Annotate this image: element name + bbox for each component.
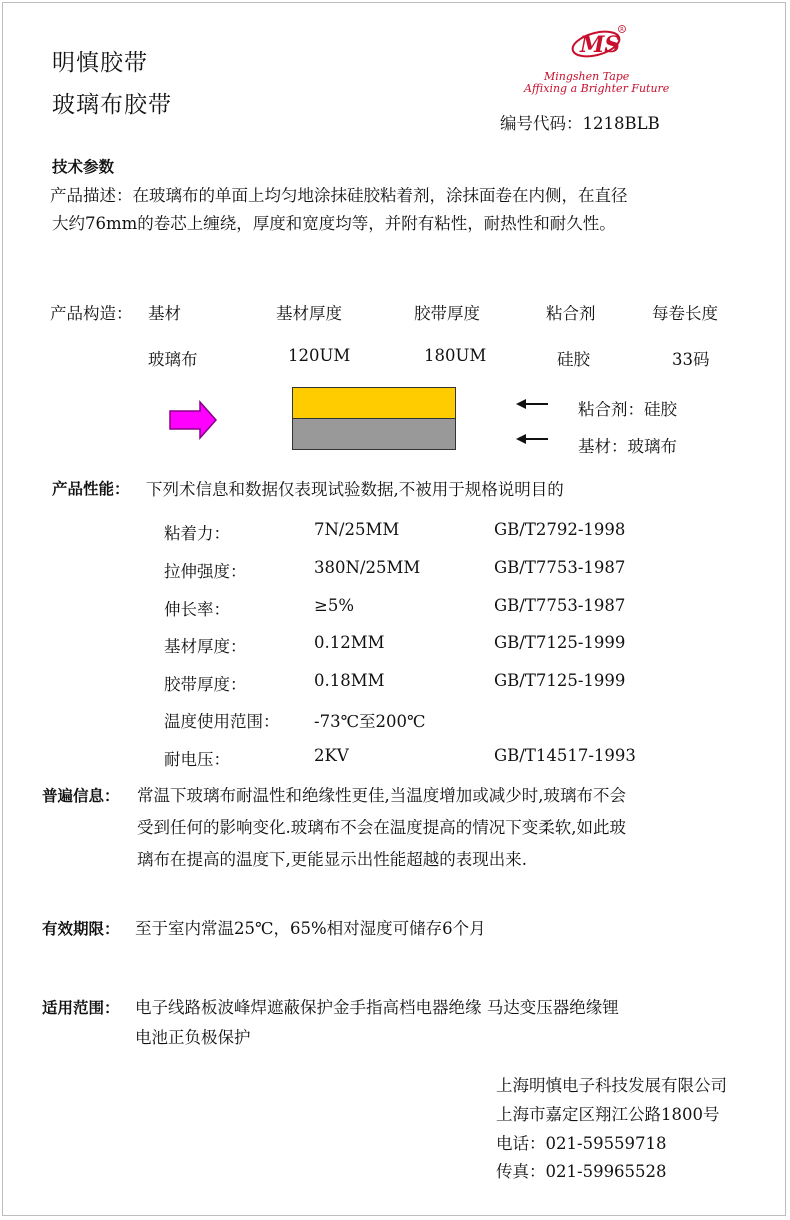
structure-header: 每卷长度 <box>652 304 718 323</box>
perf-name: 耐电压： <box>164 750 230 769</box>
company-address: 上海市嘉定区翔江公路1800号 <box>496 1105 720 1124</box>
validity-text: 至于室内常温25℃，65%相对湿度可储存6个月 <box>135 919 486 938</box>
structure-label: 产品构造： <box>50 304 133 323</box>
title-line2: 玻璃布胶带 <box>52 92 172 118</box>
general-line3: 璃布在提高的温度下,更能显示出性能超越的表现出来. <box>137 850 527 869</box>
usage-label: 适用范围： <box>42 999 120 1017</box>
general-label: 普遍信息： <box>42 787 120 805</box>
adhesive-layer <box>292 387 456 420</box>
company-logo <box>520 20 670 100</box>
perf-value: 380N/25MM <box>314 558 421 577</box>
tech-heading: 技术参数 <box>52 158 115 176</box>
general-line2: 受到任何的影响变化.玻璃布不会在温度提高的情况下变柔软,如此玻 <box>137 818 626 837</box>
structure-value: 180UM <box>424 346 487 365</box>
logo-letters: MS <box>580 32 621 58</box>
company-name: 上海明慎电子科技发展有限公司 <box>496 1076 727 1095</box>
arrow-left-head <box>516 434 526 444</box>
perf-name: 胶带厚度： <box>164 675 247 694</box>
performance-note: 下列术信息和数据仅表现试验数据,不被用于规格说明目的 <box>146 480 564 499</box>
logo-brand: Mingshen Tape <box>544 70 630 83</box>
perf-value: ≥5% <box>314 596 355 615</box>
performance-label: 产品性能： <box>52 480 130 498</box>
adhesive-label: 粘合剂：硅胶 <box>578 400 677 419</box>
title-line1: 明慎胶带 <box>52 50 148 76</box>
usage-line2: 电池正负极保护 <box>135 1028 251 1047</box>
perf-standard: GB/T7125-1999 <box>494 671 626 690</box>
arrow-right-icon <box>168 400 220 440</box>
perf-name: 伸长率： <box>164 600 230 619</box>
perf-standard: GB/T7125-1999 <box>494 633 626 652</box>
perf-standard: GB/T14517-1993 <box>494 746 636 765</box>
base-label: 基材：玻璃布 <box>578 437 677 456</box>
company-phone: 电话：021-59559718 <box>496 1134 667 1153</box>
perf-value: 2KV <box>314 746 349 765</box>
structure-value: 硅胶 <box>557 350 590 369</box>
perf-value: 0.18MM <box>314 671 385 690</box>
perf-name: 基材厚度： <box>164 637 247 656</box>
structure-value: 玻璃布 <box>148 350 198 369</box>
structure-header: 基材 <box>148 304 181 323</box>
desc-line2: 大约76mm的卷芯上缠绕，厚度和宽度均等，并附有粘性，耐热性和耐久性。 <box>52 214 616 233</box>
perf-name: 粘着力： <box>164 524 230 543</box>
svg-text:R: R <box>620 27 624 33</box>
structure-header: 基材厚度 <box>276 304 342 323</box>
ms-logo-icon <box>568 22 628 64</box>
general-line1: 常温下玻璃布耐温性和绝缘性更佳,当温度增加或减少时,玻璃布不会 <box>137 786 626 805</box>
structure-value: 120UM <box>288 346 351 365</box>
perf-standard: GB/T2792-1998 <box>494 520 626 539</box>
perf-name: 拉伸强度： <box>164 562 247 581</box>
perf-name: 温度使用范围： <box>164 712 280 731</box>
perf-standard: GB/T7753-1987 <box>494 558 626 577</box>
perf-value: 0.12MM <box>314 633 385 652</box>
structure-header: 胶带厚度 <box>414 304 480 323</box>
perf-standard: GB/T7753-1987 <box>494 596 626 615</box>
product-code: 编号代码：1218BLB <box>500 114 660 133</box>
structure-value: 33码 <box>672 350 710 369</box>
perf-value: 7N/25MM <box>314 520 400 539</box>
company-fax: 传真：021-59965528 <box>496 1162 667 1181</box>
base-layer <box>292 418 456 450</box>
arrow-left-head <box>516 399 526 409</box>
usage-line1: 电子线路板波峰焊遮蔽保护金手指高档电器绝缘 马达变压器绝缘锂 <box>135 998 619 1017</box>
desc-line1: 产品描述：在玻璃布的单面上均匀地涂抹硅胶粘着剂，涂抹面卷在内侧，在直径 <box>50 186 628 205</box>
validity-label: 有效期限： <box>42 920 120 938</box>
logo-slogan: Affixing a Brighter Future <box>524 82 670 95</box>
structure-header: 粘合剂 <box>546 304 596 323</box>
perf-value: -73℃至200℃ <box>314 712 426 731</box>
